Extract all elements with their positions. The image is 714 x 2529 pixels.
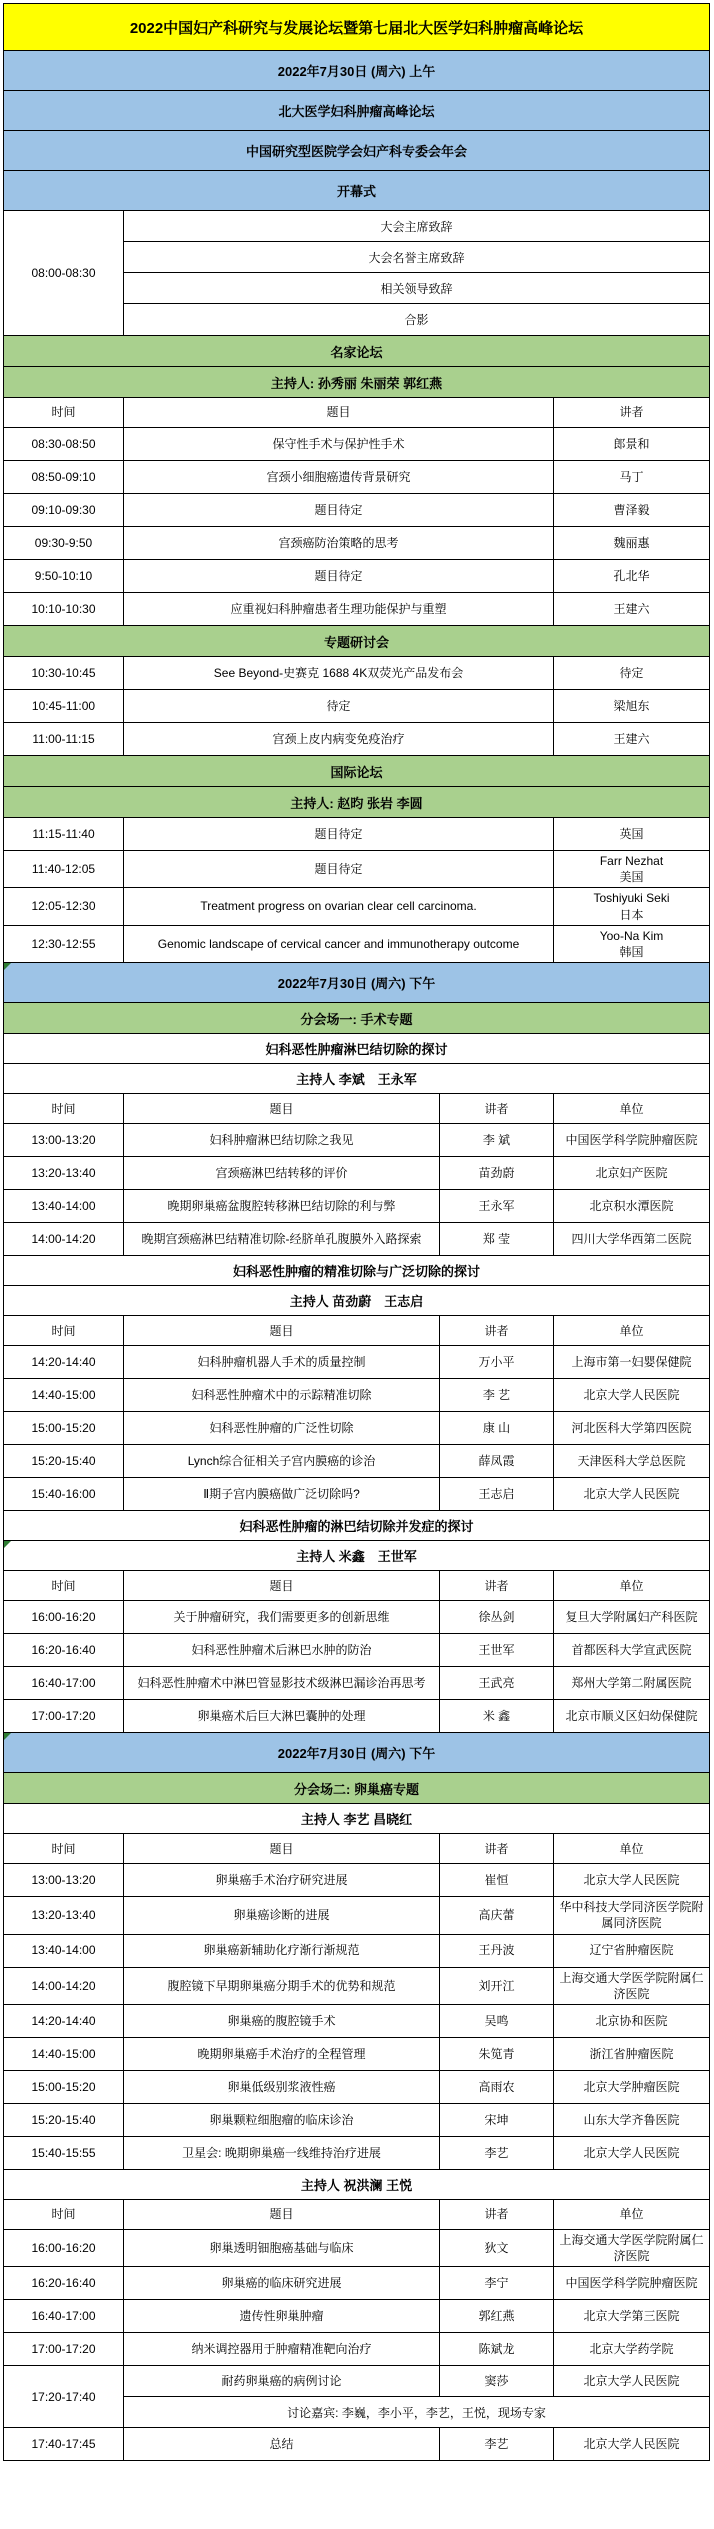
time-cell: 10:30-10:45 bbox=[4, 657, 124, 689]
time-cell: 10:10-10:30 bbox=[4, 593, 124, 625]
session-row bbox=[4, 1124, 709, 1157]
time-cell: 10:45-11:00 bbox=[4, 690, 124, 722]
column-header: 题目 bbox=[124, 1094, 440, 1123]
opening-ceremony-rows bbox=[4, 211, 709, 336]
session-row bbox=[4, 1346, 709, 1379]
band-label: 2022年7月30日 (周六) 下午 bbox=[277, 976, 436, 992]
discussion-main-row bbox=[124, 2366, 709, 2397]
session-row bbox=[4, 1935, 709, 1968]
title-cell: 耐药卵巢癌的病例讨论 bbox=[124, 2366, 440, 2396]
speaker-cell: 郎景和 bbox=[613, 436, 650, 451]
unit-cell: 天津医科大学总医院 bbox=[577, 1454, 686, 1469]
unit-cell: 郑州大学第二附属医院 bbox=[571, 1676, 692, 1691]
subsection-band bbox=[4, 1511, 709, 1541]
column-header: 题目 bbox=[124, 2200, 440, 2229]
title-cell: See Beyond-史赛克 1688 4K双荧光产品发布会 bbox=[124, 657, 554, 689]
speaker-cell: 苗劲蔚 bbox=[440, 1157, 554, 1189]
speaker-cell: 万小平 bbox=[440, 1346, 554, 1378]
band-label: 中国研究型医院学会妇产科专委会年会 bbox=[245, 144, 467, 159]
discussion-guests-row: 讨论嘉宾: 李巍，李小平，李艺，王悦，现场专家 bbox=[287, 2405, 546, 2420]
band-label: 2022年7月30日 (周六) 下午 bbox=[277, 1746, 436, 1762]
time-cell: 16:40-17:00 bbox=[4, 2300, 124, 2332]
subsection-band bbox=[4, 1256, 709, 1286]
unit-cell: 上海交通大学医学院附属仁济医院 bbox=[559, 1970, 704, 2001]
unit-cell: 北京大学药学院 bbox=[589, 2342, 674, 2357]
unit-cell: 北京大学人民医院 bbox=[583, 2145, 680, 2160]
speaker-cell: 马丁 bbox=[619, 469, 644, 484]
time-cell: 15:40-15:55 bbox=[4, 2137, 124, 2169]
band-label: 名家论坛 bbox=[330, 344, 383, 360]
band-label: 分会场一: 手术专题 bbox=[300, 1011, 413, 1027]
unit-cell: 北京大学人民医院 bbox=[583, 1487, 680, 1502]
column-header: 时间 bbox=[4, 1094, 124, 1123]
time-cell: 14:00-14:20 bbox=[4, 1223, 124, 1255]
date-band bbox=[4, 91, 709, 131]
speaker-cell: 米 鑫 bbox=[440, 1700, 554, 1732]
date-band bbox=[4, 963, 709, 1003]
session-row bbox=[4, 2300, 709, 2333]
section-band bbox=[4, 787, 709, 818]
speaker-cell: 曹泽毅 bbox=[613, 502, 650, 517]
session-row bbox=[4, 1157, 709, 1190]
session-row bbox=[4, 1667, 709, 1700]
speaker-cell: 王世军 bbox=[440, 1634, 554, 1666]
session-row bbox=[4, 2071, 709, 2104]
time-cell: 08:30-08:50 bbox=[4, 428, 124, 460]
session-row bbox=[4, 2137, 709, 2170]
session-row bbox=[4, 1190, 709, 1223]
title-cell: 宫颈小细胞癌遗传背景研究 bbox=[124, 461, 554, 493]
time-cell: 17:00-17:20 bbox=[4, 1700, 124, 1732]
title-cell: Treatment progress on ovarian clear cell carcinoma. bbox=[124, 888, 554, 924]
speaker-cell: 郑 莹 bbox=[440, 1223, 554, 1255]
time-cell: 14:00-14:20 bbox=[4, 1968, 124, 2004]
unit-cell: 北京大学人民医院 bbox=[583, 2437, 680, 2452]
column-header: 时间 bbox=[4, 2200, 124, 2229]
subsection-band bbox=[4, 1286, 709, 1316]
excel-error-marker-icon bbox=[4, 1541, 11, 1548]
session-row bbox=[4, 2104, 709, 2137]
speaker-cell: Toshiyuki Seki 日本 bbox=[593, 891, 670, 922]
column-header: 题目 bbox=[124, 1571, 440, 1600]
speaker-cell: 王志启 bbox=[440, 1478, 554, 1510]
session-row bbox=[4, 723, 709, 756]
title-cell: 妇科肿瘤机器人手术的质量控制 bbox=[124, 1346, 440, 1378]
opening-items bbox=[124, 211, 709, 335]
band-label: 国际论坛 bbox=[330, 764, 383, 780]
unit-cell: 北京大学人民医院 bbox=[583, 1388, 680, 1403]
title-cell: 题目待定 bbox=[124, 494, 554, 526]
speaker-cell: 郭红燕 bbox=[440, 2300, 554, 2332]
discussion-right bbox=[124, 2366, 709, 2427]
column-header: 讲者 bbox=[440, 1316, 554, 1345]
unit-cell: 中国医学科学院肿瘤医院 bbox=[565, 1133, 698, 1148]
speaker-cell: 王丹波 bbox=[440, 1935, 554, 1967]
column-header: 时间 bbox=[4, 1834, 124, 1863]
time-cell: 12:05-12:30 bbox=[4, 888, 124, 924]
speaker-cell: 英国 bbox=[619, 826, 644, 841]
unit-cell: 华中科技大学同济医学院附属同济医院 bbox=[559, 1900, 704, 1931]
column-header: 单位 bbox=[619, 1578, 644, 1593]
subsection-band bbox=[4, 1804, 709, 1834]
title-cell: 卵巢癌的临床研究进展 bbox=[124, 2267, 440, 2299]
session-row bbox=[4, 461, 709, 494]
session-row bbox=[4, 1223, 709, 1256]
unit-cell: 上海市第一妇婴保健院 bbox=[571, 1355, 692, 1370]
opening-item: 大会名誉主席致辞 bbox=[124, 242, 709, 273]
time-cell: 14:20-14:40 bbox=[4, 2005, 124, 2037]
time-cell: 13:40-14:00 bbox=[4, 1935, 124, 1967]
band-label: 主持人 李斌 王永军 bbox=[296, 1072, 417, 1088]
band-label: 主持人: 赵昀 张岩 李圆 bbox=[290, 795, 423, 811]
band-label: 分会场二: 卵巢癌专题 bbox=[294, 1781, 419, 1797]
session-row bbox=[4, 851, 709, 888]
excel-error-marker-icon bbox=[4, 1733, 11, 1740]
time-cell: 09:10-09:30 bbox=[4, 494, 124, 526]
title-cell: 宫颈癌防治策略的思考 bbox=[124, 527, 554, 559]
time-cell: 13:20-13:40 bbox=[4, 1157, 124, 1189]
speaker-cell: 高雨农 bbox=[440, 2071, 554, 2103]
opening-item: 大会主席致辞 bbox=[124, 211, 709, 242]
speaker-cell: 李艺 bbox=[440, 2428, 554, 2460]
title-cell: Lynch综合征相关子宫内膜癌的诊治 bbox=[124, 1445, 440, 1477]
speaker-cell: 待定 bbox=[619, 665, 644, 680]
speaker-cell: Yoo-Na Kim 韩国 bbox=[599, 928, 664, 959]
conference-schedule-table bbox=[3, 3, 710, 2461]
title-cell: 题目待定 bbox=[124, 851, 554, 887]
band-label: 北大医学妇科肿瘤高峰论坛 bbox=[278, 104, 435, 119]
time-cell: 17:20-17:40 bbox=[4, 2366, 124, 2427]
title-cell: 妇科恶性肿瘤术中的示踪精准切除 bbox=[124, 1379, 440, 1411]
date-band bbox=[4, 51, 709, 91]
speaker-cell: 吴鸣 bbox=[440, 2005, 554, 2037]
time-cell: 16:40-17:00 bbox=[4, 1667, 124, 1699]
column-header: 时间 bbox=[4, 1316, 124, 1345]
column-header: 时间 bbox=[4, 1571, 124, 1600]
time-cell: 08:50-09:10 bbox=[4, 461, 124, 493]
time-cell: 13:00-13:20 bbox=[4, 1864, 124, 1896]
section-band bbox=[4, 1003, 709, 1034]
session-row bbox=[4, 2005, 709, 2038]
date-band bbox=[4, 131, 709, 171]
unit-cell: 辽宁省肿瘤医院 bbox=[589, 1943, 674, 1958]
title-cell: 晚期卵巢癌手术治疗的全程管理 bbox=[124, 2038, 440, 2070]
session-row bbox=[4, 2267, 709, 2300]
speaker-cell: 李宁 bbox=[440, 2267, 554, 2299]
unit-cell: 北京大学人民医院 bbox=[583, 1873, 680, 1888]
band-label: 专题研讨会 bbox=[323, 634, 389, 650]
speaker-cell: 高庆蕾 bbox=[440, 1897, 554, 1933]
title-cell: 卵巢透明钿胞癌基础与临床 bbox=[124, 2230, 440, 2266]
section-band bbox=[4, 336, 709, 367]
band-label: 开幕式 bbox=[336, 184, 376, 199]
column-header: 时间 bbox=[4, 398, 124, 427]
unit-cell: 北京大学人民医院 bbox=[583, 2374, 680, 2389]
subsection-band bbox=[4, 1541, 709, 1571]
speaker-cell: 魏丽惠 bbox=[613, 535, 650, 550]
column-header: 单位 bbox=[619, 1101, 644, 1116]
column-header: 单位 bbox=[619, 2207, 644, 2222]
session-row bbox=[4, 2038, 709, 2071]
speaker-cell: 薛凤霞 bbox=[440, 1445, 554, 1477]
session-row bbox=[4, 888, 709, 925]
date-band bbox=[4, 171, 709, 211]
band-label: 主持人: 孙秀丽 朱丽荣 郭红燕 bbox=[270, 375, 443, 391]
unit-cell: 北京大学第三医院 bbox=[583, 2309, 680, 2324]
subsection-band bbox=[4, 1034, 709, 1064]
unit-cell: 北京市顺义区妇幼保健院 bbox=[565, 1709, 698, 1724]
time-cell: 13:40-14:00 bbox=[4, 1190, 124, 1222]
session-row bbox=[4, 1601, 709, 1634]
session-row-discussion bbox=[4, 2366, 709, 2428]
title-cell: Ⅱ期子宫内膜癌做广泛切除吗? bbox=[124, 1478, 440, 1510]
speaker-cell: 李艺 bbox=[440, 2137, 554, 2169]
speaker-cell: Farr Nezhat 美国 bbox=[599, 854, 664, 885]
band-label: 2022中国妇产科研究与发展论坛暨第七届北大医学妇科肿瘤高峰论坛 bbox=[129, 19, 584, 37]
session-row bbox=[4, 690, 709, 723]
title-cell: 晚期卵巢癌盆腹腔转移淋巴结切除的利与弊 bbox=[124, 1190, 440, 1222]
band-label: 2022年7月30日 (周六) 上午 bbox=[277, 64, 436, 79]
session-row bbox=[4, 428, 709, 461]
band-label: 主持人 祝洪澜 王悦 bbox=[300, 2177, 413, 2193]
session-row bbox=[4, 494, 709, 527]
time-cell: 11:40-12:05 bbox=[4, 851, 124, 887]
opening-item: 相关领导致辞 bbox=[124, 273, 709, 304]
unit-cell: 北京妇产医院 bbox=[595, 1166, 668, 1181]
speaker-cell: 徐丛剑 bbox=[440, 1601, 554, 1633]
time-cell: 16:00-16:20 bbox=[4, 2230, 124, 2266]
title-cell: 应重视妇科肿瘤患者生理功能保护与重塑 bbox=[124, 593, 554, 625]
column-header: 题目 bbox=[124, 398, 554, 427]
band-label: 主持人 米鑫 王世军 bbox=[296, 1549, 417, 1565]
speaker-cell: 李 斌 bbox=[440, 1124, 554, 1156]
speaker-cell: 宋坤 bbox=[440, 2104, 554, 2136]
title-cell: 题目待定 bbox=[124, 818, 554, 850]
session-row bbox=[4, 2333, 709, 2366]
session-row bbox=[4, 1478, 709, 1511]
title-cell: 腹腔镜下早期卵巢癌分期手术的优势和规范 bbox=[124, 1968, 440, 2004]
time-cell: 13:00-13:20 bbox=[4, 1124, 124, 1156]
time-cell: 16:00-16:20 bbox=[4, 1601, 124, 1633]
session-row bbox=[4, 560, 709, 593]
title-cell: 妇科恶性肿瘤的广泛性切除 bbox=[124, 1412, 440, 1444]
column-header: 单位 bbox=[619, 1323, 644, 1338]
speaker-cell: 王建六 bbox=[613, 731, 650, 746]
title-cell: 妇科肿瘤淋巴结切除之我见 bbox=[124, 1124, 440, 1156]
time-cell: 14:40-15:00 bbox=[4, 1379, 124, 1411]
title-cell: 纳米调控器用于肿瘤精准靶向治疗 bbox=[124, 2333, 440, 2365]
speaker-cell: 窦莎 bbox=[440, 2366, 554, 2396]
column-header-row bbox=[4, 1834, 709, 1864]
conference-title-banner bbox=[4, 4, 709, 51]
time-cell: 15:20-15:40 bbox=[4, 1445, 124, 1477]
speaker-cell: 王武亮 bbox=[440, 1667, 554, 1699]
column-header: 讲者 bbox=[619, 405, 644, 420]
speaker-cell: 狄文 bbox=[440, 2230, 554, 2266]
time-cell: 17:00-17:20 bbox=[4, 2333, 124, 2365]
title-cell: 卵巢低级别浆液性癌 bbox=[124, 2071, 440, 2103]
time-cell: 13:20-13:40 bbox=[4, 1897, 124, 1933]
session-row bbox=[4, 1412, 709, 1445]
speaker-cell: 刘开江 bbox=[440, 1968, 554, 2004]
column-header: 单位 bbox=[619, 1841, 644, 1856]
band-label: 妇科恶性肿瘤的淋巴结切除并发症的探讨 bbox=[239, 1519, 474, 1535]
band-label: 妇科恶性肿瘤的精准切除与广泛切除的探讨 bbox=[232, 1264, 480, 1280]
unit-cell: 北京大学肿瘤医院 bbox=[583, 2079, 680, 2094]
speaker-cell: 王永军 bbox=[440, 1190, 554, 1222]
column-header-row bbox=[4, 1571, 709, 1601]
unit-cell: 首都医科大学宣武医院 bbox=[571, 1643, 692, 1658]
section-band bbox=[4, 756, 709, 787]
session-row bbox=[4, 527, 709, 560]
section-band bbox=[4, 626, 709, 657]
session-row bbox=[4, 1897, 709, 1934]
column-header: 题目 bbox=[124, 1316, 440, 1345]
unit-cell: 北京协和医院 bbox=[595, 2013, 668, 2028]
title-cell: 晚期宫颈癌淋巴结精准切除-经脐单孔腹膜外入路探索 bbox=[124, 1223, 440, 1255]
time-cell: 11:15-11:40 bbox=[4, 818, 124, 850]
column-header-row bbox=[4, 2200, 709, 2230]
title-cell: Genomic landscape of cervical cancer and immunotherapy outcome bbox=[124, 926, 554, 962]
column-header: 讲者 bbox=[440, 1094, 554, 1123]
column-header: 题目 bbox=[124, 1834, 440, 1863]
title-cell: 卵巢癌手术治疗研究进展 bbox=[124, 1864, 440, 1896]
time-cell: 16:20-16:40 bbox=[4, 1634, 124, 1666]
opening-item: 合影 bbox=[404, 313, 429, 327]
time-cell: 16:20-16:40 bbox=[4, 2267, 124, 2299]
title-cell: 妇科恶性肿瘤术后淋巴水肿的防治 bbox=[124, 1634, 440, 1666]
title-cell: 妇科恶性肿瘤术中淋巴管显影技术级淋巴漏诊治再思考 bbox=[124, 1667, 440, 1699]
title-cell: 总结 bbox=[124, 2428, 440, 2460]
session-row bbox=[4, 1700, 709, 1733]
title-cell: 卵巢癌新辅助化疗渐行渐规范 bbox=[124, 1935, 440, 1967]
time-cell: 15:40-16:00 bbox=[4, 1478, 124, 1510]
unit-cell: 浙江省肿瘤医院 bbox=[589, 2046, 674, 2061]
session-row bbox=[4, 1864, 709, 1897]
title-cell: 卵巢癌术后巨大淋巴囊肿的处理 bbox=[124, 1700, 440, 1732]
band-label: 主持人 苗劲蔚 王志启 bbox=[289, 1294, 424, 1310]
date-band bbox=[4, 1733, 709, 1773]
title-cell: 保守性手术与保护性手术 bbox=[124, 428, 554, 460]
column-header: 讲者 bbox=[440, 1834, 554, 1863]
time-cell: 15:20-15:40 bbox=[4, 2104, 124, 2136]
excel-error-marker-icon bbox=[4, 963, 11, 970]
time-cell: 09:30-9:50 bbox=[4, 527, 124, 559]
unit-cell: 河北医科大学第四医院 bbox=[571, 1421, 692, 1436]
title-cell: 卵巢颗粒细胞瘤的临床诊治 bbox=[124, 2104, 440, 2136]
time-cell: 11:00-11:15 bbox=[4, 723, 124, 755]
speaker-cell: 朱笕青 bbox=[440, 2038, 554, 2070]
speaker-cell: 陈斌龙 bbox=[440, 2333, 554, 2365]
unit-cell: 山东大学齐鲁医院 bbox=[583, 2112, 680, 2127]
column-header-row bbox=[4, 1316, 709, 1346]
band-label: 妇科恶性肿瘤淋巴结切除的探讨 bbox=[265, 1042, 448, 1058]
title-cell: 宫颈癌淋巴结转移的评价 bbox=[124, 1157, 440, 1189]
column-header-row bbox=[4, 398, 709, 428]
title-cell: 关于肿瘤研究，我们需要更多的创新思维 bbox=[124, 1601, 440, 1633]
time-cell: 9:50-10:10 bbox=[4, 560, 124, 592]
time-cell: 14:20-14:40 bbox=[4, 1346, 124, 1378]
column-header: 讲者 bbox=[440, 2200, 554, 2229]
unit-cell: 上海交通大学医学院附属仁济医院 bbox=[559, 2232, 704, 2264]
time-cell: 15:00-15:20 bbox=[4, 2071, 124, 2103]
unit-cell: 北京积水潭医院 bbox=[589, 1199, 674, 1214]
time-cell: 08:00-08:30 bbox=[4, 211, 124, 335]
unit-cell: 中国医学科学院肿瘤医院 bbox=[565, 2276, 698, 2291]
session-row bbox=[4, 1379, 709, 1412]
subsection-band bbox=[4, 2170, 709, 2200]
session-row bbox=[4, 1634, 709, 1667]
session-row bbox=[4, 1445, 709, 1478]
speaker-cell: 崔恒 bbox=[440, 1864, 554, 1896]
title-cell: 卫星会: 晚期卵巢癌一线维持治疗进展 bbox=[124, 2137, 440, 2169]
session-row bbox=[4, 657, 709, 690]
time-cell: 17:40-17:45 bbox=[4, 2428, 124, 2460]
title-cell: 题目待定 bbox=[124, 560, 554, 592]
session-row bbox=[4, 2230, 709, 2267]
section-band bbox=[4, 367, 709, 398]
time-cell: 14:40-15:00 bbox=[4, 2038, 124, 2070]
speaker-cell: 梁旭东 bbox=[613, 698, 650, 713]
speaker-cell: 孔北华 bbox=[613, 568, 650, 583]
title-cell: 遗传性卵巢肿瘤 bbox=[124, 2300, 440, 2332]
session-row bbox=[4, 2428, 709, 2460]
subsection-band bbox=[4, 1064, 709, 1094]
title-cell: 宫颈上皮内病变免疫治疗 bbox=[124, 723, 554, 755]
title-cell: 卵巢癌的腹腔镜手术 bbox=[124, 2005, 440, 2037]
unit-cell: 复旦大学附属妇产科医院 bbox=[565, 1610, 698, 1625]
speaker-cell: 康 山 bbox=[440, 1412, 554, 1444]
unit-cell: 四川大学华西第二医院 bbox=[571, 1232, 692, 1247]
column-header-row bbox=[4, 1094, 709, 1124]
section-band bbox=[4, 1773, 709, 1804]
session-row bbox=[4, 1968, 709, 2005]
time-cell: 15:00-15:20 bbox=[4, 1412, 124, 1444]
title-cell: 待定 bbox=[124, 690, 554, 722]
time-cell: 12:30-12:55 bbox=[4, 926, 124, 962]
band-label: 主持人 李艺 昌晓红 bbox=[300, 1812, 413, 1828]
speaker-cell: 李 艺 bbox=[440, 1379, 554, 1411]
column-header: 讲者 bbox=[440, 1571, 554, 1600]
speaker-cell: 王建六 bbox=[613, 601, 650, 616]
title-cell: 卵巢癌诊断的进展 bbox=[124, 1897, 440, 1933]
session-row bbox=[4, 926, 709, 963]
session-row bbox=[4, 818, 709, 851]
session-row bbox=[4, 593, 709, 626]
